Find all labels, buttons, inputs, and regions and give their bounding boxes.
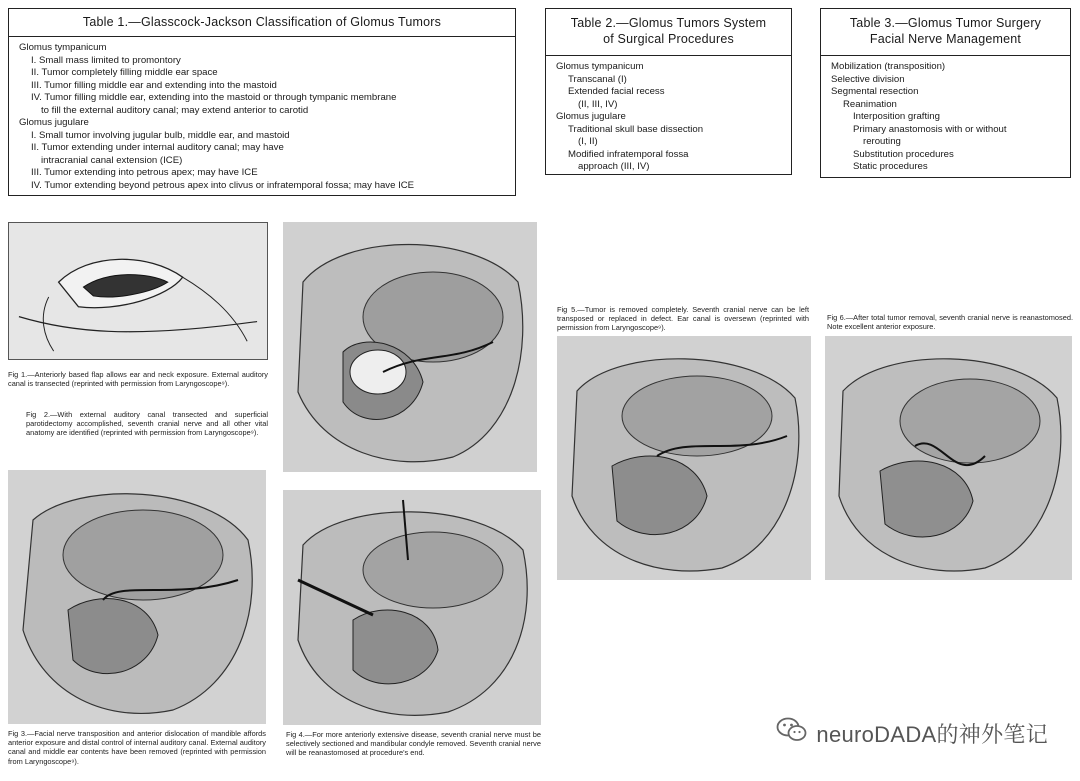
table-1-line: III. Tumor filling middle ear and extending into the mastoid — [31, 79, 277, 91]
table-2-line: (II, III, IV) — [578, 98, 618, 110]
table-2-line: Modified infratemporal fossa — [568, 148, 689, 160]
table-3-line: Segmental resection — [831, 86, 919, 97]
table-2-line: (I, II) — [578, 136, 598, 147]
table-1-line: IV. Tumor extending beyond petrous apex into clivus or infratemporal fossa; may have ICE — [31, 179, 415, 191]
fig-4-illustration — [283, 490, 541, 725]
table-3-line: Mobilization (transposition) — [831, 61, 946, 72]
table-3-line: Selective division — [831, 73, 905, 85]
table-1-body — [9, 37, 515, 192]
table-3-line: rerouting — [863, 136, 901, 147]
table-2-body — [546, 56, 791, 174]
fig-4-caption: Fig 4.—For more anteriorly extensive disease, seventh cranial nerve must be selectively sectioned and mandibular condyle removed. Seventh cranial nerve will be reanastomosed at procedure's end. — [286, 730, 541, 758]
table-3-line: Substitution procedures — [853, 148, 954, 160]
fig-3-illustration — [8, 470, 266, 724]
table-3-line: Interposition grafting — [853, 111, 940, 122]
table-1-line: Glomus jugulare — [19, 117, 89, 128]
fig-2-caption: Fig 2.—With external auditory canal transected and superficial parotidectomy accomplished, seventh cranial nerve and all other vital anatomy are identified (reprinted with permission from Laryngoscope⁹). — [26, 410, 268, 438]
table-2-title — [546, 9, 791, 56]
table-1-line: I. Small mass limited to promontory — [31, 54, 181, 66]
fig-3-caption: Fig 3.—Facial nerve transposition and anterior dislocation of mandible affords anterior exposure and distal control of internal auditory canal. External auditory canal and middle ear contents have been removed (reprinted with permission from Laryngoscope⁹). — [8, 729, 266, 766]
table-2-line: Extended facial recess — [568, 86, 665, 97]
fig-6-caption: Fig 6.—After total tumor removal, seventh cranial nerve is reanastomosed. Note excellent anterior exposure. — [827, 313, 1073, 332]
table-2-line: Glomus tympanicum — [556, 61, 644, 72]
table-2-line: Traditional skull base dissection — [568, 123, 704, 135]
fig-5-illustration — [557, 336, 811, 580]
table-1-line: II. Tumor extending under internal auditory canal; may have — [31, 142, 284, 153]
table-2 — [545, 8, 792, 175]
table-3-title — [821, 9, 1070, 56]
table-1-line: IV. Tumor filling middle ear, extending into the mastoid or through tympanic membrane — [31, 92, 397, 103]
table-1-line: I. Small tumor involving jugular bulb, middle ear, and mastoid — [31, 129, 290, 141]
watermark-text: neuroDADA的神外笔记 — [816, 721, 1048, 747]
table-1 — [8, 8, 516, 196]
table-3-line: Static procedures — [853, 161, 928, 172]
fig-6-illustration — [825, 336, 1072, 580]
table-2-line: approach (III, IV) — [578, 161, 650, 172]
fig-5-caption: Fig 5.—Tumor is removed completely. Seventh cranial nerve can be left transposed or replaced in defect. Ear canal is oversewn (reprinted with permission from Laryngoscope⁹). — [557, 305, 809, 333]
watermark — [776, 716, 1048, 750]
table-1-line: III. Tumor extending into petrous apex; may have ICE — [31, 167, 258, 178]
fig-1-illustration — [8, 222, 268, 360]
table-3-body — [821, 56, 1070, 174]
table-3-title-line-2: Facial Nerve Management — [869, 32, 1022, 46]
table-1-line: II. Tumor completely filling middle ear space — [31, 67, 218, 78]
fig-1-caption: Fig 1.—Anteriorly based flap allows ear and neck exposure. External auditory canal is transected (reprinted with permission from Laryngoscope⁹). — [8, 370, 268, 389]
table-2-line: Transcanal (I) — [568, 73, 627, 85]
table-1-title: Table 1.—Glasscock-Jackson Classification of Glomus Tumors — [9, 9, 515, 37]
table-2-title-line-2: of Surgical Procedures — [603, 32, 734, 46]
table-3-line: Primary anastomosis with or without — [853, 123, 1007, 135]
table-1-line: to fill the external auditory canal; may extend anterior to carotid — [41, 104, 309, 116]
table-1-line: intracranial canal extension (ICE) — [41, 154, 183, 166]
fig-2-illustration — [283, 222, 537, 472]
table-3-line: Reanimation — [843, 98, 897, 110]
table-2-title-line-1: Table 2.—Glomus Tumors System — [570, 16, 767, 30]
table-2-line: Glomus jugulare — [556, 111, 626, 122]
table-3-title-line-1: Table 3.—Glomus Tumor Surgery — [849, 16, 1042, 30]
wechat-icon — [776, 716, 808, 750]
table-3 — [820, 8, 1071, 178]
table-1-line: Glomus tympanicum — [19, 42, 107, 53]
